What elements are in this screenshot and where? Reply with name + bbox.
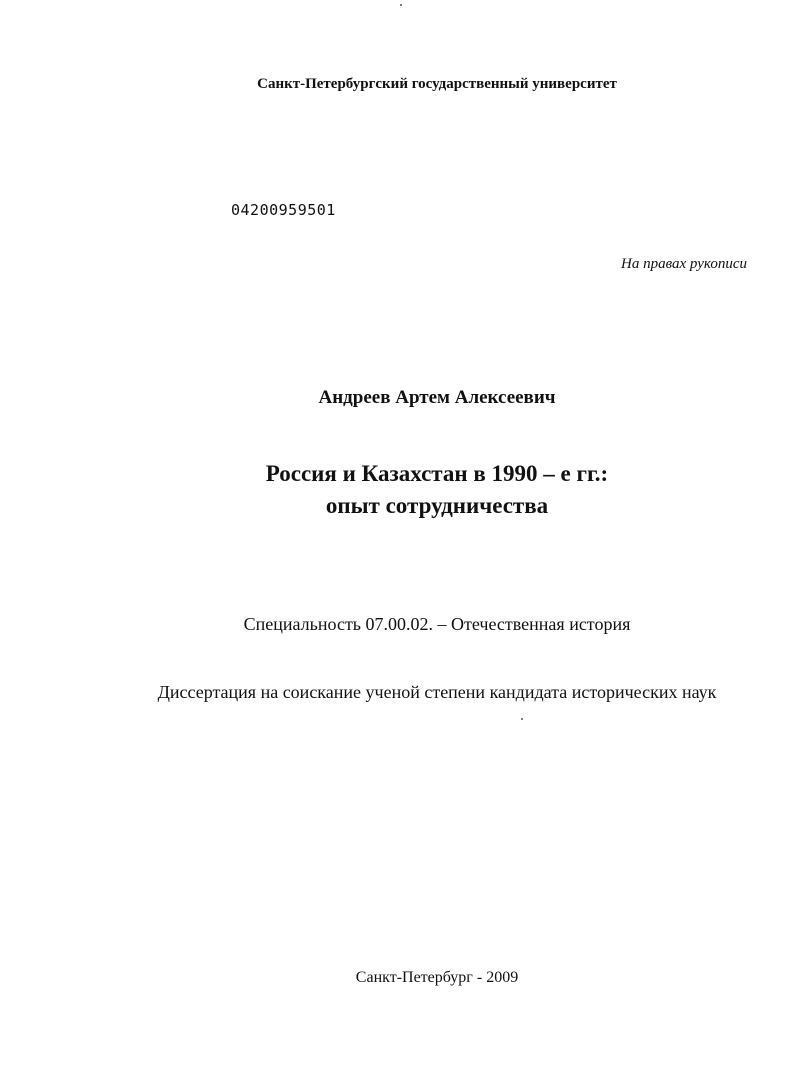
specialty: Специальность 07.00.02. – Отечественная история bbox=[243, 614, 631, 634]
author-name: Андреев Артем Алексеевич bbox=[318, 387, 556, 408]
dissertation-degree: Диссертация на соискание ученой степени кандидата исторических наук bbox=[157, 682, 717, 702]
scan-speck bbox=[400, 4, 402, 6]
rights-notice: На правах рукописи bbox=[621, 256, 747, 272]
thesis-title-line-1: Россия и Казахстан в 1990 – е гг.: bbox=[265, 461, 609, 486]
scan-speck bbox=[521, 718, 523, 720]
document-number: 04200959501 bbox=[231, 201, 336, 219]
thesis-title-line-2: опыт сотрудничества bbox=[325, 493, 549, 518]
city-year: Санкт-Петербург - 2009 bbox=[355, 969, 519, 986]
university-name: Санкт-Петербургский государственный университет bbox=[257, 76, 617, 92]
